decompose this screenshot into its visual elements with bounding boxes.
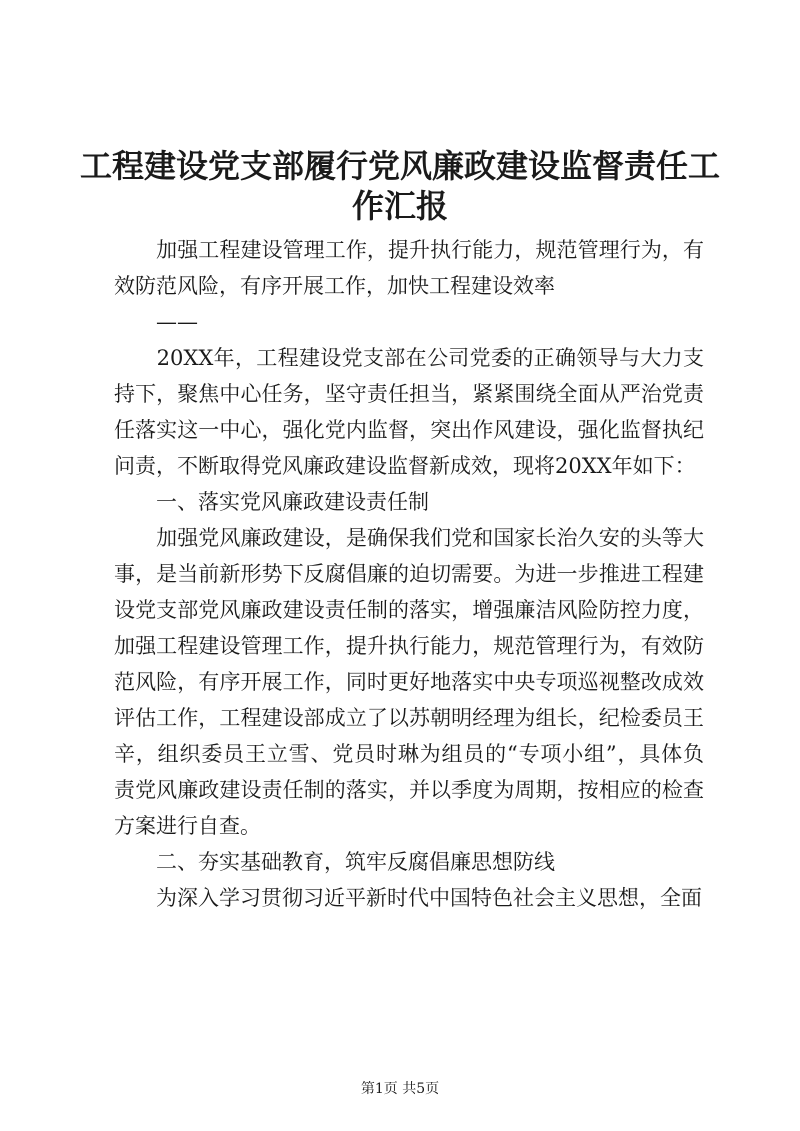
paragraph-line: 事，是当前新形势下反腐倡廉的迫切需要。为进一步推进工程建: [114, 562, 704, 586]
page-footer: 第1页 共5页: [360, 1081, 440, 1097]
paragraph: [114, 844, 704, 880]
paragraph: [114, 520, 704, 844]
document-title-line-2: 作汇报: [351, 187, 448, 225]
paragraph: [114, 304, 704, 340]
paragraph-line: 效防范风险，有序开展工作，加快工程建设效率: [114, 274, 555, 298]
paragraph-line: 评估工作，工程建设部成立了以苏朝明经理为组长，纪检委员王: [114, 706, 704, 730]
paragraph-line: 一、落实党风廉政建设责任制: [114, 490, 429, 514]
paragraph-line: 责党风廉政建设责任制的落实，并以季度为周期，按相应的检查: [114, 778, 704, 802]
paragraph: [114, 232, 704, 304]
paragraph-line: 为深入学习贯彻习近平新时代中国特色社会主义思想，全面: [114, 886, 702, 910]
paragraph-line: ——: [114, 310, 198, 334]
paragraph-line: 持下，聚焦中心任务，坚守责任担当，紧紧围绕全面从严治党责: [114, 382, 704, 406]
paragraph: [114, 340, 704, 484]
paragraph-line: 任落实这一中心，强化党内监督，突出作风建设，强化监督执纪: [114, 418, 704, 442]
paragraph-line: 加强工程建设管理工作，提升执行能力，规范管理行为，有: [114, 238, 704, 262]
paragraph-line: 问责，不断取得党风廉政建设监督新成效，现将20XX年如下：: [114, 454, 696, 478]
paragraph-line: 设党支部党风廉政建设责任制的落实，增强廉洁风险防控力度，: [114, 598, 704, 622]
paragraph-line: 加强工程建设管理工作，提升执行能力，规范管理行为，有效防: [114, 634, 704, 658]
paragraph-line: 范风险，有序开展工作，同时更好地落实中央专项巡视整改成效: [114, 670, 704, 694]
document-title-line-1: 工程建设党支部履行党风廉政建设监督责任工: [79, 147, 720, 185]
paragraph: [114, 484, 704, 520]
document-body: [114, 232, 704, 916]
paragraph-line: 二、夯实基础教育，筑牢反腐倡廉思想防线: [114, 850, 555, 874]
paragraph-line: 方案进行自查。: [114, 814, 261, 838]
paragraph-line: 加强党风廉政建设，是确保我们党和国家长治久安的头等大: [114, 526, 704, 550]
paragraph-line: 辛，组织委员王立雪、党员时琳为组员的“专项小组”，具体负: [114, 742, 704, 766]
paragraph: [114, 880, 704, 916]
paragraph-line: 20XX年，工程建设党支部在公司党委的正确领导与大力支: [114, 346, 704, 370]
